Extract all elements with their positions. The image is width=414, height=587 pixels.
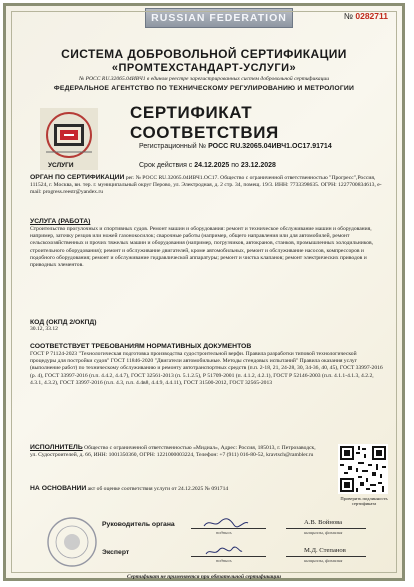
certification-mark-logo [40, 108, 98, 170]
valid-from: 24.12.2025 [194, 162, 230, 169]
serial-number [344, 11, 388, 21]
serial-prefix: № [343, 11, 353, 21]
basis-section [30, 485, 322, 493]
system-name: «ПРОМТЕХСТАНДАРТ-УСЛУГИ» [111, 62, 297, 74]
logo-label: УСЛУГИ [48, 162, 74, 169]
expert-signature-label: Эксперт [102, 549, 130, 556]
agency-name: ФЕДЕРАЛЬНОЕ АГЕНТСТВО ПО ТЕХНИЧЕСКОМУ РЕГУЛИРОВАНИЮ И МЕТРОЛОГИИ [53, 85, 355, 92]
applicant-text: Общество с ограниченной ответственностью «Мидиал», Адрес: Россия, 185013, г. Петрозаводск, ул. Судостроителей, д. 66, ИНН: 1001350360, ОГРН: 1221000003224, Телефон: +7 (911) 016-80-52, kravtsch@rambler.ru [30, 445, 316, 459]
head-name-line [286, 528, 366, 529]
expert-name-hint: инициалы, фамилия [304, 558, 343, 563]
applicant-label: ИСПОЛНИТЕЛЬ [30, 444, 83, 451]
head-signature-label: Руководитель органа [102, 521, 175, 528]
basis-text: акт об оценке соответствия услуги от 24.12.2025 № 091714 [87, 486, 229, 492]
qr-caption: Проверить подлинность сертификата [340, 496, 388, 507]
certification-seal-stamp [46, 516, 98, 568]
system-title: СИСТЕМА ДОБРОВОЛЬНОЙ СЕРТИФИКАЦИИ [61, 47, 347, 61]
certificate-title: СЕРТИФИКАТ СООТВЕТСТВИЯ [130, 103, 279, 142]
head-signature-image [202, 516, 250, 530]
qr-code[interactable] [338, 444, 388, 494]
expert-signature-hint: подпись [216, 558, 232, 563]
service-label: УСЛУГА (РАБОТА) [30, 218, 91, 225]
serial-value: 0282711 [355, 11, 388, 21]
validity-label: Срок действия с [139, 162, 193, 169]
code-label: КОД (ОКПД 2/ОКПД) [30, 319, 97, 326]
requirements-label: СООТВЕТСТВУЕТ ТРЕБОВАНИЯМ НОРМАТИВНЫХ ДОКУМЕНТОВ [30, 343, 252, 350]
head-name: А.В. Войнова [304, 519, 343, 526]
footer-note: Сертификат не применяется при обязательной сертификации [126, 574, 282, 580]
service-text: Строительство прогулочных и спортивных судов. Ремонт машин и оборудования: ремонт и техническое обслуживание машин и оборудования, например, заточку резцов или ножей газонокосилок; сварочные работы (например, общего направления или для автомобилей, ремонт сельскохозяйственных и прочих тяжелых машин и оборудования (например, погрузчиков, автокранов, станков, промышленных холодильников, строительного оборудования); ремонт и обслуживание двигателей, кроме автомобильных, ремонт и обслуживание насосов, компрессоров и подобного оборудования; ремонт и обслуживание гидравлической аппаратуры; ремонт и чистка клапанов; ремонт электрических приводов и приводных элементов. [30, 226, 374, 269]
code-value: 30.12, 33.12 [30, 326, 58, 332]
system-registry-line: № РОСС RU.32065.04ИВЧ1 в едином реестре зарегистрированных систем добровольной сертификации [78, 76, 329, 82]
registration-label: Регистрационный № [139, 143, 207, 150]
code-section [30, 319, 384, 333]
certification-body-text: рег. № РОСС RU.32065.04ИВЧ1.ОС17. Общество с ограниченной ответственностью "Прогресс",Россия, 111524, г. Москва, вн. тер. г. муниципальный округ Перово, ул. Электродная, д. 2 стр. 34, помещ. 19/3. ИНН: 7733398635. ОГРН: 1227700834613, e-mail: progress.reestr@yandex.ru [30, 175, 382, 196]
service-section [30, 218, 384, 269]
valid-to: 23.12.2028 [240, 162, 276, 169]
country-banner: RUSSIAN FEDERATION [145, 8, 293, 28]
certificate-document [3, 3, 405, 581]
basis-label: НА ОСНОВАНИИ [30, 485, 87, 492]
validity-period [139, 162, 276, 169]
certification-body-section [30, 174, 384, 197]
head-name-hint: инициалы, фамилия [304, 530, 343, 535]
registration-number [139, 143, 332, 150]
expert-name: М.Д. Степанов [304, 547, 346, 554]
validity-to-label: по [231, 162, 239, 169]
expert-signature-image [204, 545, 244, 558]
applicant-section [30, 444, 322, 459]
registration-value: РОСС RU.32065.04ИВЧ1.ОС17.91714 [208, 143, 332, 150]
head-signature-hint: подпись [216, 530, 232, 535]
requirements-section [30, 343, 384, 387]
expert-name-line [286, 556, 366, 557]
certification-body-label: ОРГАН ПО СЕРТИФИКАЦИИ [30, 174, 125, 181]
requirements-text: ГОСТ Р 71124-2023 "Технологическая подготовка производства судостроительной верфи. Правила разработки типовой технологической процедуры для постройки судов" ГОСТ 11846-2020 "Двигатели автомобильные. Методы стендовых испытаний" Правила оказания услуг (выполнение работ) по техническому обслуживанию и ремонту автотранспортных средств (п.п. 2-18, 21, 24-28, 30, 34-36, 40, 45), ГОСТ 33997-2016 (р. 4), ГОСТ 33997-2016 (п.п. 4.4.2, 4.4.7), ГОСТ 32561-2013 (п. 5.1.2.5), Р 51709-2001 (п. 4.1.2, 4.2.1), ГОСТ Р 52146-2003 (п.п. 4.1.1-4.1.3, 4.2.2, 4.3.1, 4.3.2), ГОСТ 33997-2016 (п.п. 4.3, п.п. 4.4в8, 4.4.9, 4.4.11), ГОСТ 31500-2012, ГОСТ 32565-2013 [30, 351, 383, 386]
